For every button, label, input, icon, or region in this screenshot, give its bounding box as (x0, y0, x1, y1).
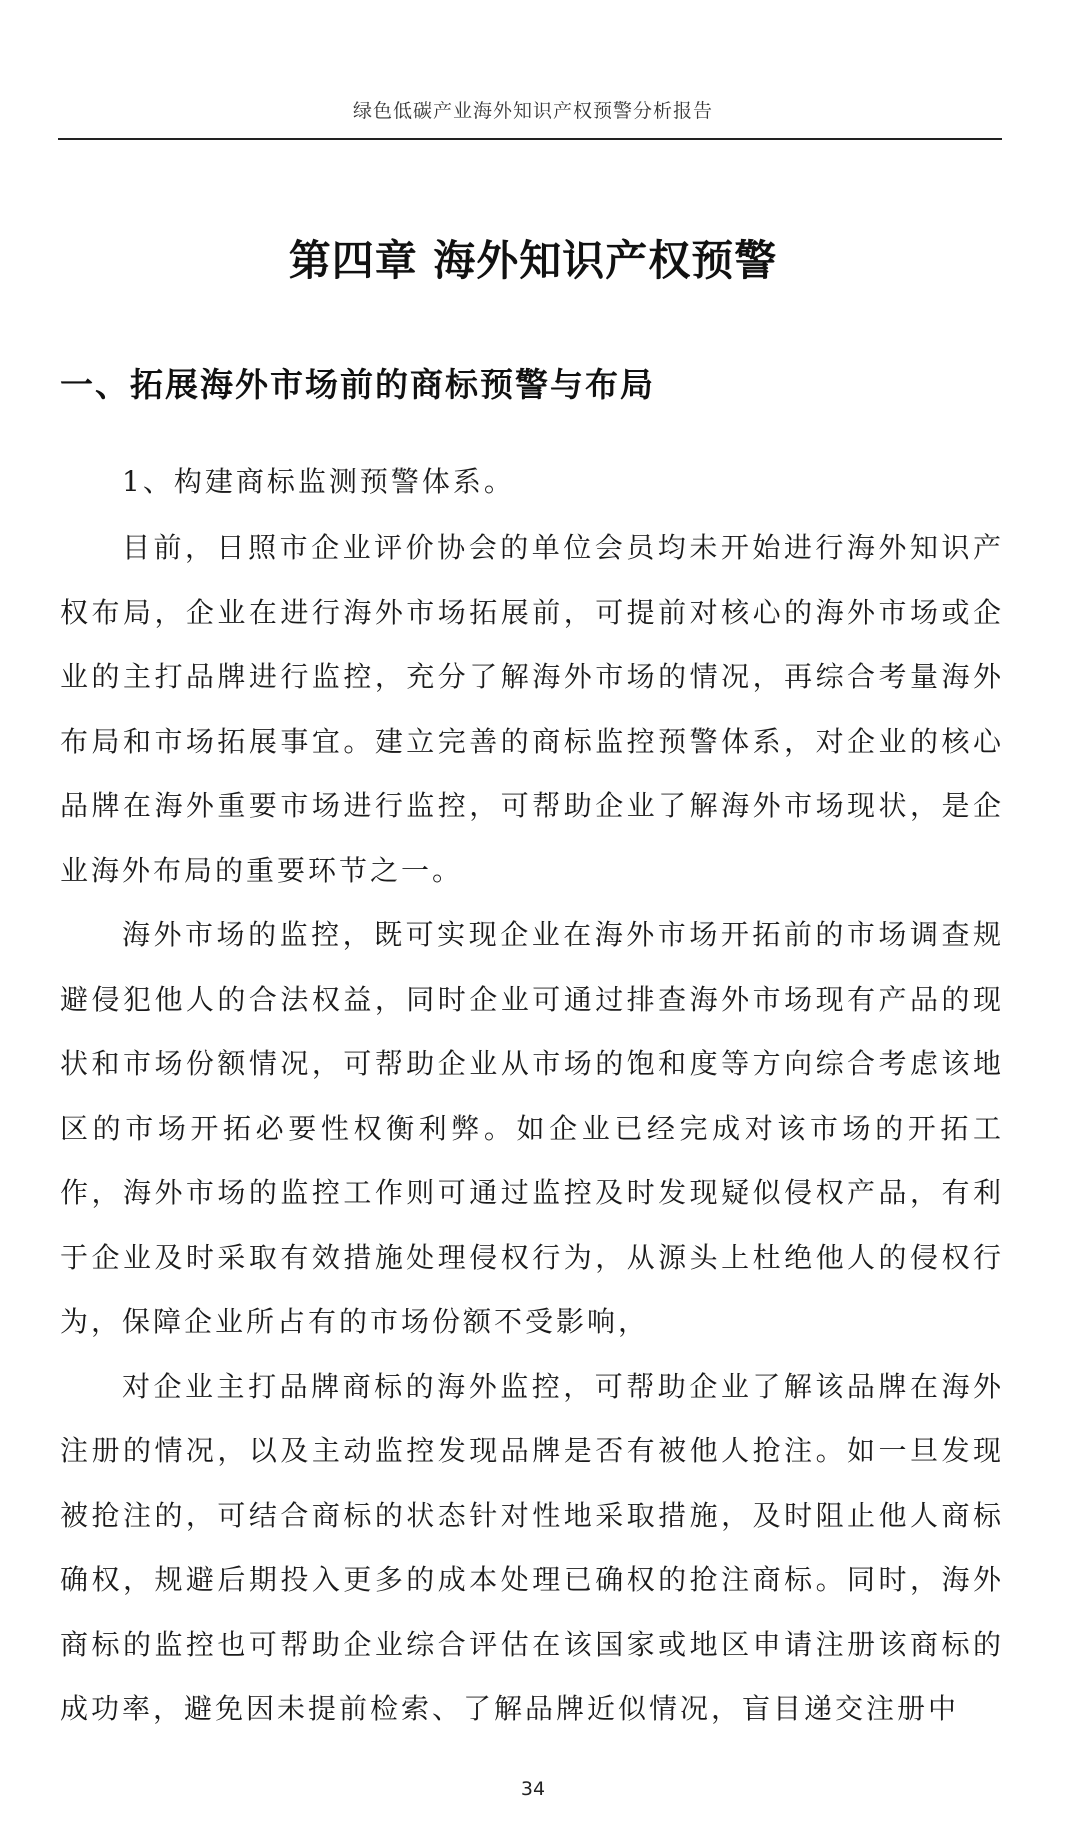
header-divider (58, 138, 1002, 140)
page-number: 34 (520, 1778, 546, 1800)
paragraph-3: 对企业主打品牌商标的海外监控，可帮助企业了解该品牌在海外注册的情况，以及主动监控发现品牌是否有被他人抢注。如一旦发现被抢注的，可结合商标的状态针对性地采取措施，及时阻止他人商标确权，规避后期投入更多的成本处理已确权的抢注商标。同时，海外商标的监控也可帮助企业综合评估在该国家或地区申请注册该商标的成功率，避免因未提前检索、了解品牌近似情况，盲目递交注册中 (60, 1369, 1004, 1725)
subsection-title: 1、构建商标监测预警体系。 (122, 465, 515, 498)
paragraph-2: 海外市场的监控，既可实现企业在海外市场开拓前的市场调查规避侵犯他人的合法权益，同时企业可通过排查海外市场现有产品的现状和市场份额情况，可帮助企业从市场的饱和度等方向综合考虑该地区的市场开拓必要性权衡利弊。如企业已经完成对该市场的开拓工作，海外市场的监控工作则可通过监控及时发现疑似侵权产品，有利于企业及时采取有效措施处理侵权行为，从源头上杜绝他人的侵权行为，保障企业所占有的市场份额不受影响， (60, 918, 1004, 1338)
paragraph-1: 目前，日照市企业评价协会的单位会员均未开始进行海外知识产权布局，企业在进行海外市场拓展前，可提前对核心的海外市场或企业的主打品牌进行监控，充分了解海外市场的情况，再综合考量海外布局和市场拓展事宜。建立完善的商标监控预警体系，对企业的核心品牌在海外重要市场进行监控，可帮助企业了解海外市场现状，是企业海外布局的重要环节之一。 (60, 531, 1004, 887)
running-header: 绿色低碳产业海外知识产权预警分析报告 (352, 100, 713, 122)
body-text (60, 516, 1004, 1742)
section-title: 一、拓展海外市场前的商标预警与布局 (60, 365, 655, 404)
chapter-title: 第四章 海外知识产权预警 (288, 236, 778, 285)
